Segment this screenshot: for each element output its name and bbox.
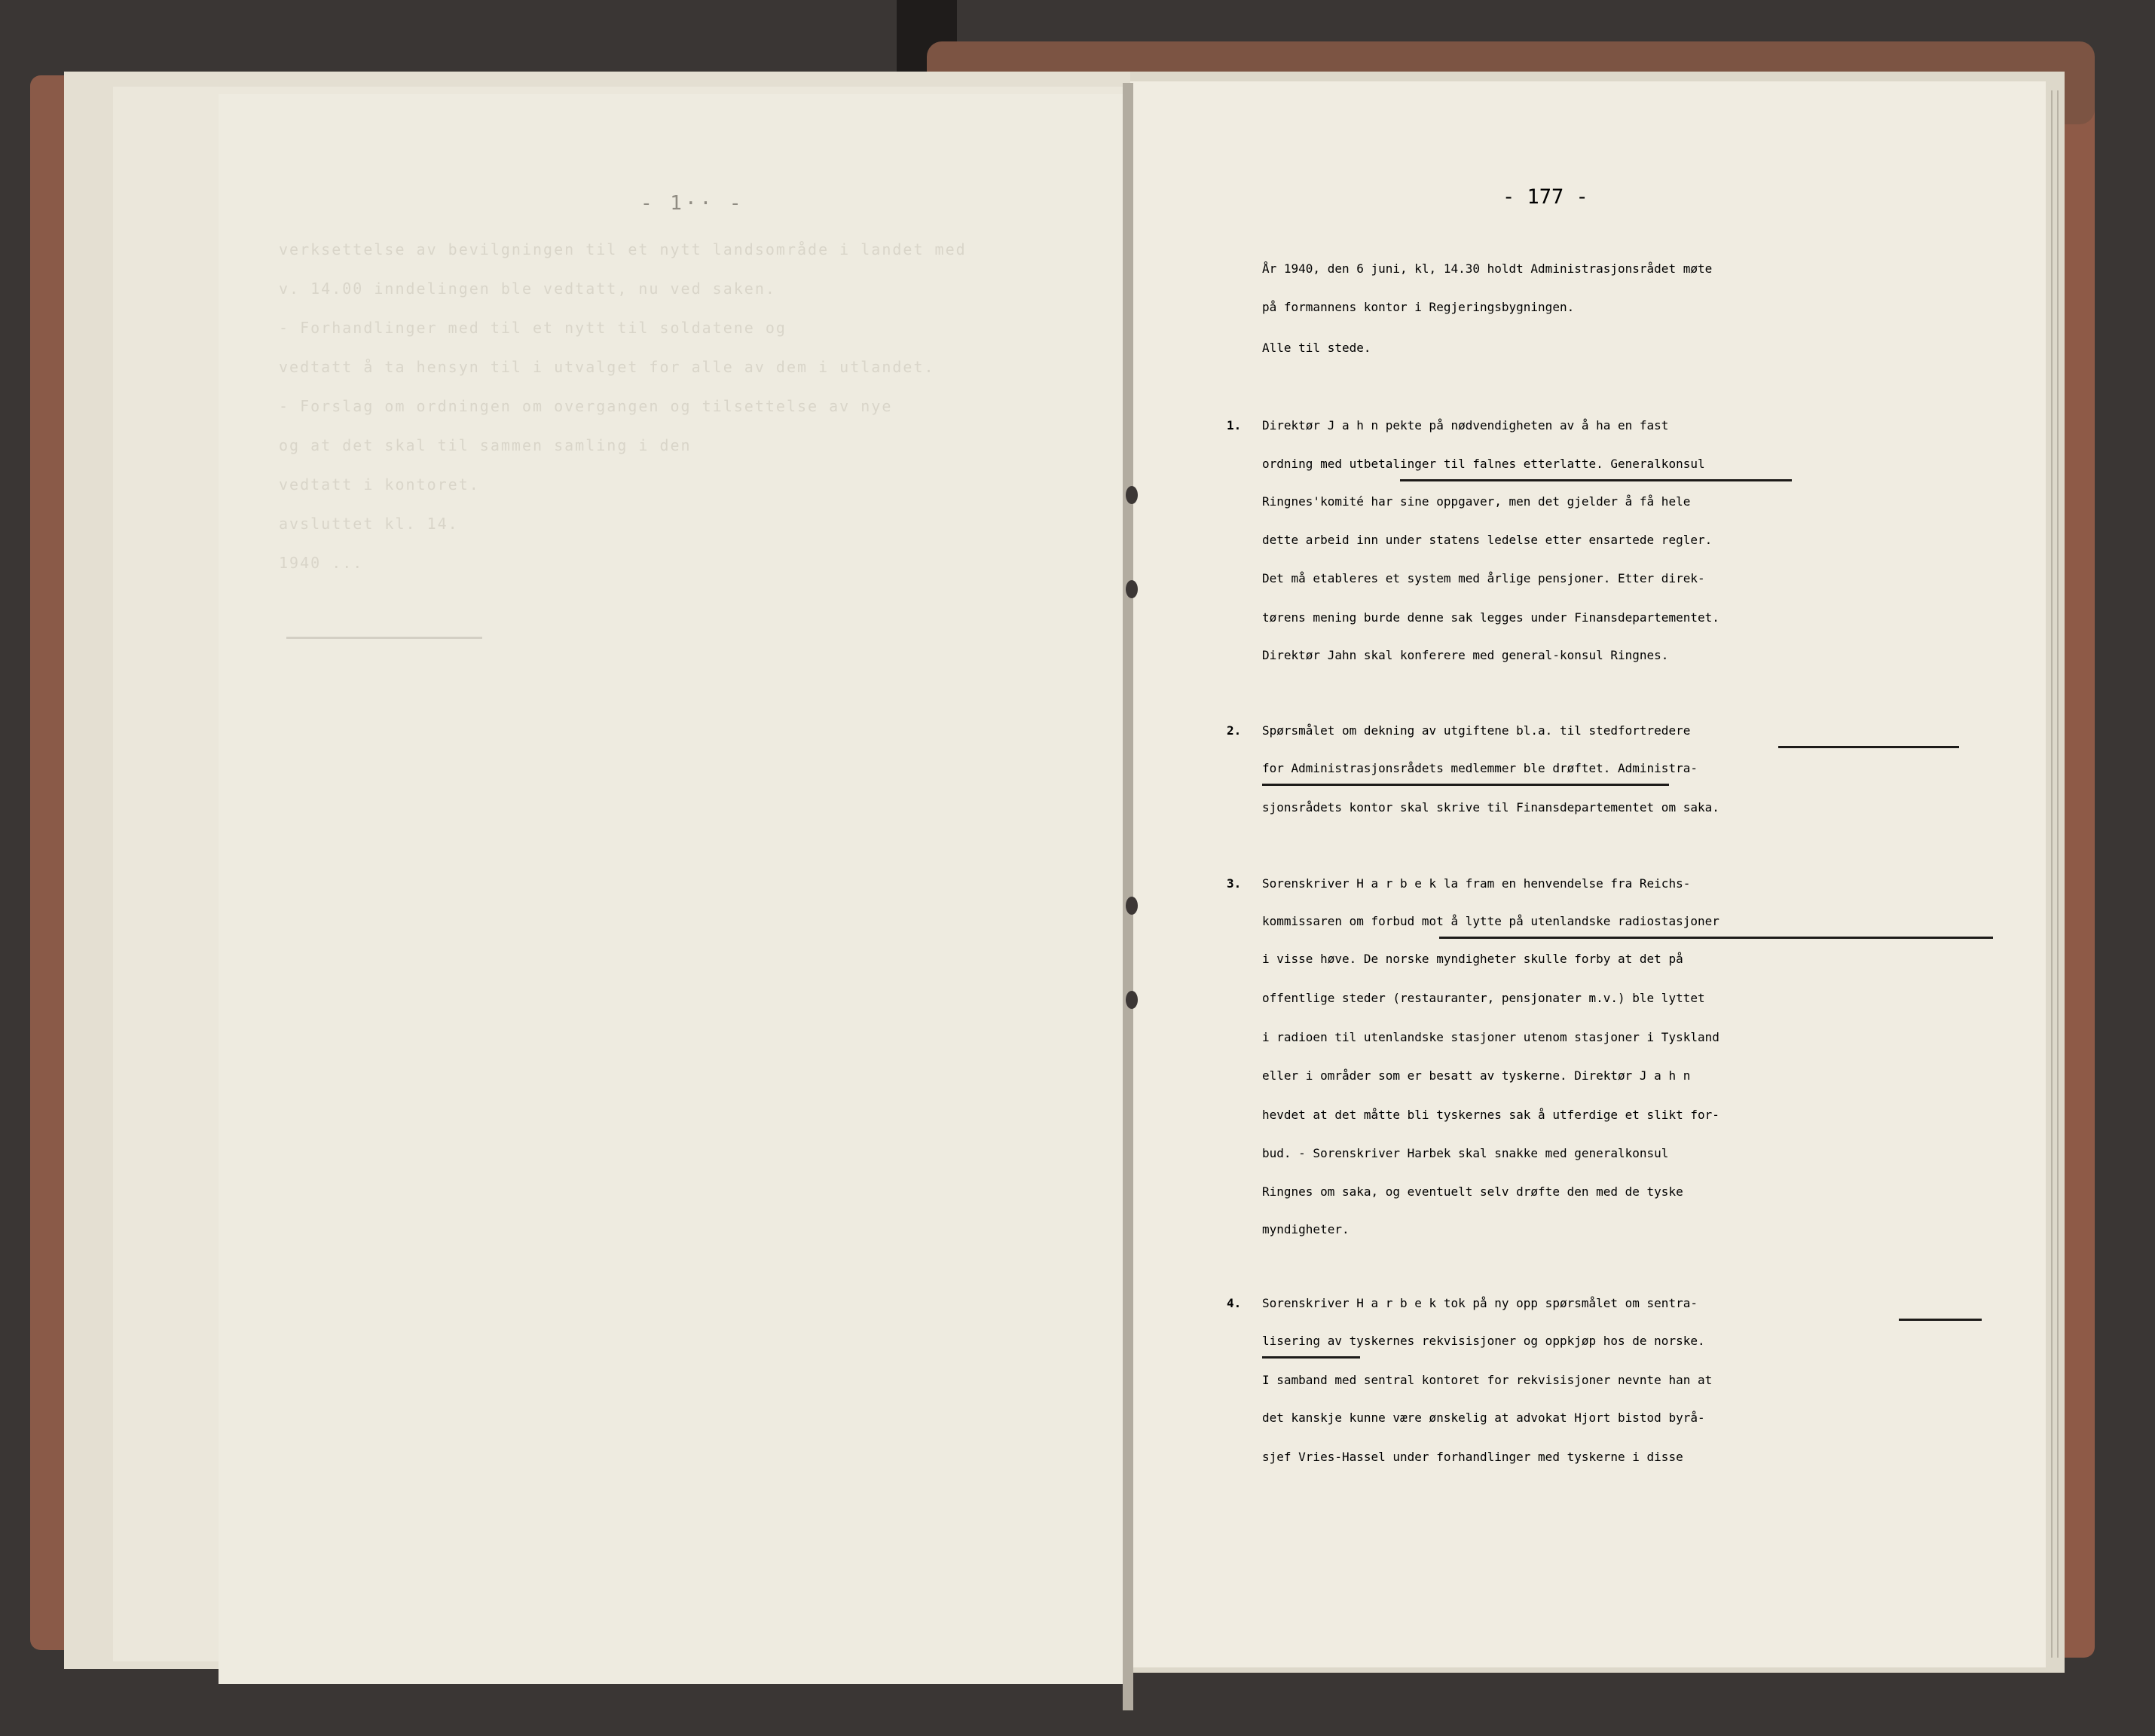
item-line: i radioen til utenlandske stasjoner utenom stasjoner i Tyskland xyxy=(1262,1030,1719,1044)
left-page xyxy=(219,94,1130,1684)
ghost-line: 1940 ... xyxy=(279,554,364,572)
underline xyxy=(1262,784,1669,786)
item-line: sjef Vries-Hassel under forhandlinger med tyskerne i disse xyxy=(1262,1450,1683,1464)
ghost-line: vedtatt i kontoret. xyxy=(279,475,480,494)
ghost-line: - Forslag om ordningen om overgangen og tilsettelse av nye xyxy=(279,397,893,415)
item-line: Sorenskriver H a r b e k tok på ny opp spørsmålet om sentra- xyxy=(1262,1296,1698,1310)
item-line: offentlige steder (restauranter, pensjonater m.v.) ble lyttet xyxy=(1262,991,1705,1005)
ghost-line: og at det skal til sammen samling i den xyxy=(279,436,692,454)
binding-hole xyxy=(1126,580,1138,598)
ghost-line: avsluttet kl. 14. xyxy=(279,515,459,533)
item-number: 4. xyxy=(1227,1296,1242,1310)
ghost-line: v. 14.00 inndelingen ble vedtatt, nu ved saken. xyxy=(279,280,776,298)
ghost-line: vedtatt å ta hensyn til i utvalget for alle av dem i utlandet. xyxy=(279,358,935,376)
item-number: 2. xyxy=(1227,723,1242,738)
item-number: 1. xyxy=(1227,418,1242,432)
item-line: eller i områder som er besatt av tyskerne. Direktør J a h n xyxy=(1262,1068,1691,1083)
ghost-rule xyxy=(286,637,482,639)
item-line: Det må etableres et system med årlige pensjoner. Etter direk- xyxy=(1262,571,1705,585)
page-edge xyxy=(2051,90,2053,1658)
item-line: tørens mening burde denne sak legges under Finansdepartementet. xyxy=(1262,610,1719,625)
underline xyxy=(1400,479,1792,481)
intro-line: År 1940, den 6 juni, kl, 14.30 holdt Administrasjonsrådet møte xyxy=(1262,261,1713,276)
item-line: i visse høve. De norske myndigheter skulle forby at det på xyxy=(1262,952,1683,966)
item-line: Sorenskriver H a r b e k la fram en henvendelse fra Reichs- xyxy=(1262,876,1691,891)
item-line: bud. - Sorenskriver Harbek skal snakke med generalkonsul xyxy=(1262,1146,1669,1160)
page-number: - 177 - xyxy=(1502,185,1588,209)
left-page-bleed-through-text xyxy=(219,94,1130,1684)
item-line: hevdet at det måtte bli tyskernes sak å utferdige et slikt for- xyxy=(1262,1108,1719,1122)
underline xyxy=(1778,746,1959,748)
binding-hole xyxy=(1126,897,1138,915)
intro-line: på formannens kontor i Regjeringsbygningen. xyxy=(1262,300,1575,314)
item-line: myndigheter. xyxy=(1262,1222,1350,1236)
item-line: kommissaren om forbud mot å lytte på utenlandske radiostasjoner xyxy=(1262,914,1719,928)
item-line: Direktør Jahn skal konferere med general-konsul Ringnes. xyxy=(1262,648,1669,662)
item-line: Direktør J a h n pekte på nødvendigheten av å ha en fast xyxy=(1262,418,1669,432)
item-line: det kanskje kunne være ønskelig at advokat Hjort bistod byrå- xyxy=(1262,1410,1705,1425)
underline xyxy=(1439,937,1993,939)
item-line: Ringnes om saka, og eventuelt selv drøfte den med de tyske xyxy=(1262,1184,1683,1199)
binding-hole xyxy=(1126,486,1138,504)
binding-hole xyxy=(1126,991,1138,1009)
right-page xyxy=(1130,81,2046,1667)
item-line: Spørsmålet om dekning av utgiftene bl.a. til stedfortredere xyxy=(1262,723,1691,738)
ghost-line: verksettelse av bevilgningen til et nytt landsområde i landet med xyxy=(279,240,967,258)
underline xyxy=(1899,1319,1982,1321)
item-number: 3. xyxy=(1227,876,1242,891)
intro-line: Alle til stede. xyxy=(1262,341,1371,355)
item-line: sjonsrådets kontor skal skrive til Finansdepartementet om saka. xyxy=(1262,800,1719,815)
ghost-line: - Forhandlinger med til et nytt til soldatene og xyxy=(279,319,787,337)
item-line: ordning med utbetalinger til falnes etterlatte. Generalkonsul xyxy=(1262,457,1705,471)
item-line: Ringnes'komité har sine oppgaver, men det gjelder å få hele xyxy=(1262,494,1691,509)
left-page-faded-header: - 1·· - xyxy=(640,192,744,215)
underline xyxy=(1262,1356,1360,1359)
item-line: for Administrasjonsrådets medlemmer ble drøftet. Administra- xyxy=(1262,761,1698,775)
item-line: I samband med sentral kontoret for rekvisisjoner nevnte han at xyxy=(1262,1373,1713,1387)
item-line: dette arbeid inn under statens ledelse etter ensartede regler. xyxy=(1262,533,1713,547)
page-edge xyxy=(2057,90,2059,1658)
item-line: lisering av tyskernes rekvisisjoner og oppkjøp hos de norske. xyxy=(1262,1334,1705,1348)
